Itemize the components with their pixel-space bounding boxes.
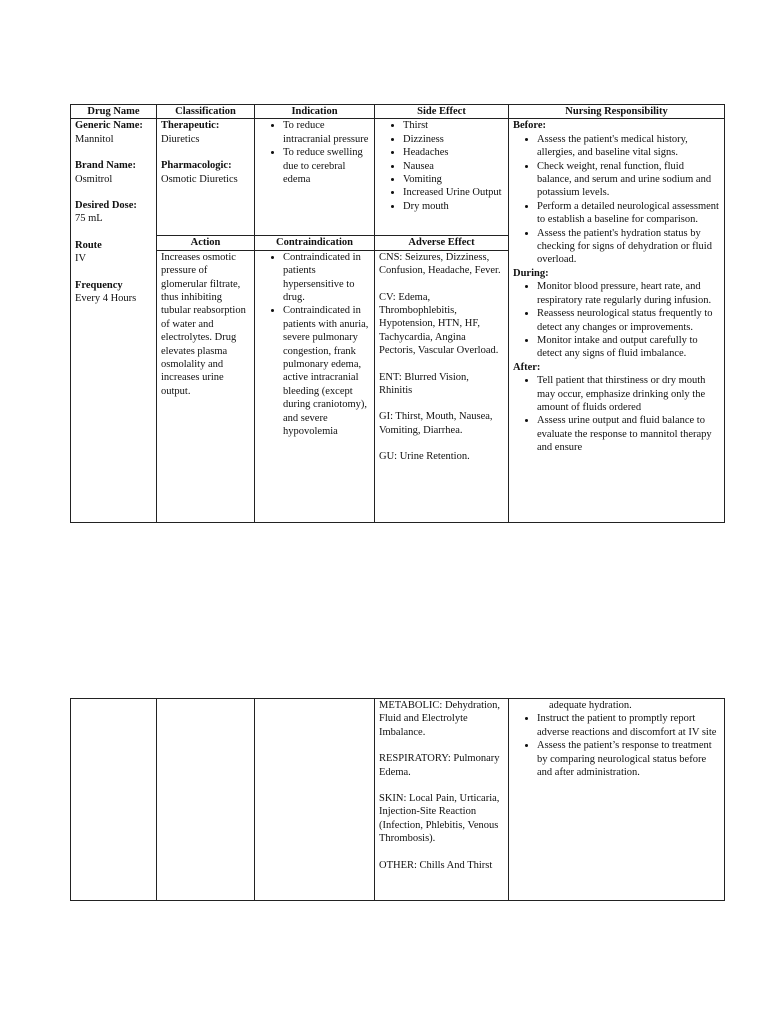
frequency-label: Frequency <box>75 279 123 291</box>
generic-name-label: Generic Name: <box>75 120 143 132</box>
adverse-item: SKIN: Local Pain, Urticaria, Injection-Site Reaction (Infection, Phlebitis, Venous Thrombosis). <box>379 793 503 845</box>
generic-name-value: Mannitol <box>75 133 114 145</box>
indication-item: • To reduce swelling due to cerebral edema <box>283 146 370 186</box>
route-label: Route <box>75 239 102 251</box>
contraindication-item: • Contraindicated in patients hypersensitive to drug. <box>283 251 370 305</box>
adverse-item: GU: Urine Retention. <box>379 451 470 463</box>
indication-item: • To reduce intracranial pressure <box>283 119 370 146</box>
side-effect-item: • Vomiting <box>403 173 504 186</box>
during-label: During: <box>513 267 549 279</box>
nursing-continued-text: adequate hydration. <box>549 700 632 711</box>
nursing-before-item: • Assess the patient's medical history, allergies, and baseline vital signs. <box>537 133 720 160</box>
header-side-effect: Side Effect <box>375 105 509 119</box>
nursing-during-item: • Monitor intake and output carefully to detect any signs of fluid imbalance. <box>537 334 720 361</box>
side-effect-item: • Nausea <box>403 160 504 173</box>
side-effect-item: • Dizziness <box>403 133 504 146</box>
side-effect-item: • Increased Urine Output <box>403 186 504 199</box>
header-action: Action <box>157 236 255 250</box>
nursing-after-item: • Instruct the patient to promptly report adverse reactions and discomfort at IV site <box>537 712 720 739</box>
indication-cell-cont <box>255 699 375 901</box>
nursing-cell-cont <box>509 699 725 901</box>
adverse-item: CV: Edema, Thrombophlebitis, Hypotension, HTN, HF, Tachycardia, Angina Pectoris, Vascular Overload. <box>379 291 499 357</box>
drug-study-table-continued <box>70 698 725 901</box>
route-value: IV <box>75 253 87 265</box>
side-effect-cell <box>375 119 509 236</box>
nursing-before-item: • Check weight, renal function, fluid balance, and serum and urine sodium and potassium levels. <box>537 160 720 200</box>
drug-study-table <box>70 104 725 523</box>
nursing-before-item: • Perform a detailed neurological assessment to establish a baseline for comparison. <box>537 200 720 227</box>
adverse-item: OTHER: Chills And Thirst <box>379 859 493 871</box>
nursing-after-item: • Assess urine output and fluid balance to evaluate the response to mannitol therapy and ensure <box>537 414 720 454</box>
indication-cell <box>255 119 375 236</box>
drug-name-cell <box>71 119 157 522</box>
adverse-item: CNS: Seizures, Dizziness, Confusion, Headache, Fever. <box>379 251 501 277</box>
action-text: Increases osmotic pressure of glomerular filtrate, thus inhibiting tubular reabsorption of water and electrolytes. Drug elevates plasma osmolality and increases urine output. <box>161 251 249 397</box>
nursing-during-item: • Monitor blood pressure, heart rate, and respiratory rate regularly during infusion. <box>537 280 720 307</box>
adverse-cell-cont <box>375 699 509 901</box>
header-contraindication: Contraindication <box>255 236 375 250</box>
adverse-item: ENT: Blurred Vision, Rhinitis <box>379 371 472 397</box>
nursing-before-item: • Assess the patient's hydration status by checking for signs of dehydration or fluid overload. <box>537 227 720 267</box>
nursing-after-item: • Assess the patient’s response to treatment by comparing neurological status before and after administration. <box>537 739 720 779</box>
nursing-after-item: • Tell patient that thirstiness or dry mouth may occur, emphasize drinking only the amount of fluids ordered <box>537 374 720 414</box>
header-nursing: Nursing Responsibility <box>509 105 725 119</box>
header-classification: Classification <box>157 105 255 119</box>
side-effect-item: • Thirst <box>403 119 504 132</box>
before-label: Before: <box>513 120 547 132</box>
action-cell <box>157 250 255 522</box>
header-indication: Indication <box>255 105 375 119</box>
side-effect-item: • Headaches <box>403 146 504 159</box>
desired-dose-value: 75 mL <box>75 213 103 225</box>
adverse-item: GI: Thirst, Mouth, Nausea, Vomiting, Diarrhea. <box>379 411 495 436</box>
nursing-during-item: • Reassess neurological status frequently to detect any changes or improvements. <box>537 307 720 334</box>
classification-cell <box>157 119 255 236</box>
desired-dose-label: Desired Dose: <box>75 200 137 212</box>
contraindication-cell <box>255 250 375 522</box>
side-effect-item: • Dry mouth <box>403 200 504 213</box>
adverse-cell <box>375 250 509 522</box>
brand-name-value: Osmitrol <box>75 173 113 185</box>
adverse-item: METABOLIC: Dehydration, Fluid and Electrolyte Imbalance. <box>379 700 503 738</box>
after-label: After: <box>513 361 541 373</box>
therapeutic-value: Diuretics <box>161 133 200 145</box>
drug-name-cell-cont <box>71 699 157 901</box>
brand-name-label: Brand Name: <box>75 160 136 172</box>
classification-cell-cont <box>157 699 255 901</box>
header-adverse: Adverse Effect <box>375 236 509 250</box>
frequency-value: Every 4 Hours <box>75 293 137 305</box>
header-drug-name: Drug Name <box>71 105 157 119</box>
nursing-cell <box>509 119 725 522</box>
adverse-item: RESPIRATORY: Pulmonary Edema. <box>379 753 503 778</box>
contraindication-item: • Contraindicated in patients with anuria, severe pulmonary congestion, frank pulmonary edema, active intracranial bleeding (except during craniotomy), and severe hypovolemia <box>283 304 370 438</box>
pharmacologic-label: Pharmacologic: <box>161 160 232 172</box>
pharmacologic-value: Osmotic Diuretics <box>161 173 238 185</box>
therapeutic-label: Therapeutic: <box>161 120 220 132</box>
